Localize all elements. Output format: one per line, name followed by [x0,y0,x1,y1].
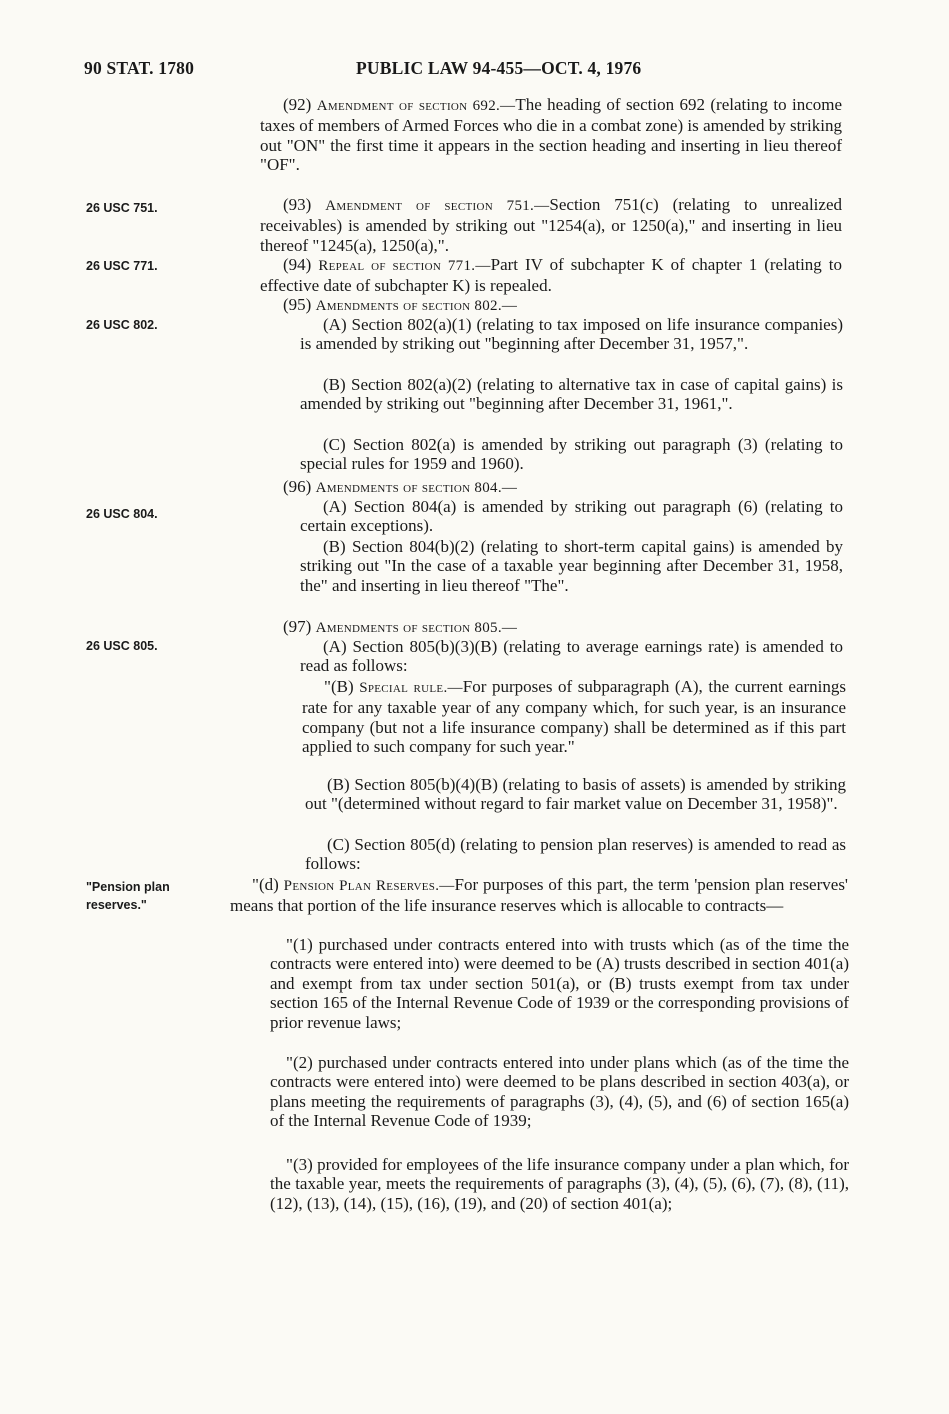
paragraph-97-a [300,637,843,676]
margin-note-pension-plan: "Pension plan [86,880,170,894]
paragraph-heading: Amendment of section 692.— [316,98,516,114]
paragraph-number: (93) [283,195,312,214]
margin-note-usc-802: 26 USC 802. [86,318,158,332]
paragraph-number: "(1) [286,935,313,954]
quoted-clause-2 [270,1053,849,1131]
paragraph-text: Section 805(b)(4)(B) (relating to basis of assets) is amended by striking out "(determined without regard to fair market value on December 31, 1958)". [305,775,847,814]
paragraph-heading: Amendments of section 804.— [315,480,518,496]
paragraph-number: (B) [327,775,350,794]
paragraph-heading: Amendment of section 751.— [325,198,550,214]
page-header [0,58,949,88]
paragraph-96 [283,477,843,498]
paragraph-text: Section 802(a)(1) (relating to tax imposed on life insurance companies) is amended by striking out "beginning after December 31, 1957,". [300,315,843,354]
paragraph-text: Section 802(a)(2) (relating to alternative tax in case of capital gains) is amended by striking out "beginning after December 31, 1961,". [300,375,843,414]
paragraph-number: "(3) [286,1155,313,1174]
paragraph-text: The heading of section 692 (relating to income taxes of members of Armed Forces who die in a combat zone) is amended by striking out "ON" the first time it appears in the section heading and inserting in lieu thereof "OF". [260,95,843,175]
paragraph-heading: Pension Plan Reserves.— [283,878,455,894]
paragraph-text: Part IV of subchapter K of chapter 1 (relating to effective date of subchapter K) is repealed. [260,255,842,296]
quoted-subparagraph-b-special-rule [302,677,846,757]
paragraph-heading: Amendments of section 805.— [315,620,518,636]
paragraph-heading: Amendments of section 802.— [315,298,518,314]
paragraph-text: purchased under contracts entered into under plans which (as of the time the contracts were entered into) were deemed to be plans described in section 403(a), or plans meeting the requirements of paragraphs (3), (4), (5), and (6) of section 165(a) of the Internal Revenue Code of 1939; [270,1053,850,1131]
margin-note-usc-804: 26 USC 804. [86,507,158,521]
paragraph-number: (B) [323,537,346,556]
paragraph-95-b [300,375,843,414]
paragraph-number: (A) [323,637,347,656]
paragraph-97-b [305,775,846,814]
margin-note-usc-751: 26 USC 751. [86,201,158,215]
quoted-clause-1 [270,935,849,1032]
margin-note-usc-805: 26 USC 805. [86,639,158,653]
margin-note-usc-771: 26 USC 771. [86,259,158,273]
paragraph-94 [260,255,842,296]
paragraph-96-a [300,497,843,536]
paragraph-text: For purposes of subparagraph (A), the current earnings rate for any taxable year of any company which, for such year, is an insurance company (but not a life insurance company) shall be determined as if this part applied to such company for such year." [302,677,847,757]
paragraph-text: For purposes of this part, the term 'pension plan reserves' means that portion of the life insurance reserves which is allocable to contracts— [230,875,848,916]
paragraph-text: Section 802(a) is amended by striking out paragraph (3) (relating to special rules for 1959 and 1960). [300,435,843,474]
paragraph-97-c [305,835,846,874]
paragraph-number: (94) [283,255,312,274]
paragraph-95 [283,295,843,316]
paragraph-number: (C) [327,835,350,854]
paragraph-text: purchased under contracts entered into with trusts which (as of the time the contracts were entered into) were deemed to be (A) trusts described in section 401(a) and exempt from tax under section 501(a), or (B) trusts exempt from tax under section 165 of the Internal Revenue Code of 1939 or the corresponding provisions of prior revenue laws; [270,935,850,1032]
paragraph-number: (C) [323,435,346,454]
paragraph-92 [260,95,842,175]
paragraph-96-b [300,537,843,595]
paragraph-text: Section 805(d) (relating to pension plan reserves) is amended to read as follows: [305,835,846,874]
quoted-clause-3 [270,1155,849,1213]
paragraph-text: Section 805(b)(3)(B) (relating to average earnings rate) is amended to read as follows: [300,637,843,676]
paragraph-text: provided for employees of the life insurance company under a plan which, for the taxable year, meets the requirements of paragraphs (3), (4), (5), (6), (7), (8), (11), (12), (13), (14), (15), (16), (19), and (20) of section 401(a); [270,1155,850,1213]
paragraph-number: (95) [283,295,312,314]
paragraph-number: (92) [283,95,312,114]
stat-page-number: 90 STAT. 1780 [84,58,195,78]
paragraph-number: (96) [283,477,312,496]
paragraph-heading: Repeal of section 771.— [318,258,491,274]
paragraph-number: "(B) [324,677,354,696]
paragraph-text: Section 751(c) (relating to unrealized receivables) is amended by striking out "1254(a), or 1250(a)," and inserting in lieu thereof "1245(a), 1250(a),". [260,195,842,255]
paragraph-number: "(2) [286,1053,313,1072]
paragraph-number: (97) [283,617,312,636]
paragraph-93 [260,195,842,255]
paragraph-text: Section 804(b)(2) (relating to short-term capital gains) is amended by striking out "In the case of a taxable year beginning after December 31, 1958, the" and inserting in lieu thereof "The". [300,537,844,595]
paragraph-number: (A) [323,315,347,334]
paragraph-number: (B) [323,375,346,394]
margin-note-reserves: reserves." [86,898,147,912]
paragraph-95-c [300,435,843,474]
quoted-subsection-d-pension-plan-reserves [230,875,848,916]
paragraph-97 [283,617,843,638]
paragraph-heading: Special rule.— [359,680,463,696]
running-title: PUBLIC LAW 94-455—OCT. 4, 1976 [356,58,642,78]
paragraph-95-a [300,315,843,354]
paragraph-number: (A) [323,497,347,516]
paragraph-number: "(d) [252,875,279,894]
paragraph-text: Section 804(a) is amended by striking out paragraph (6) (relating to certain exceptions). [300,497,843,536]
